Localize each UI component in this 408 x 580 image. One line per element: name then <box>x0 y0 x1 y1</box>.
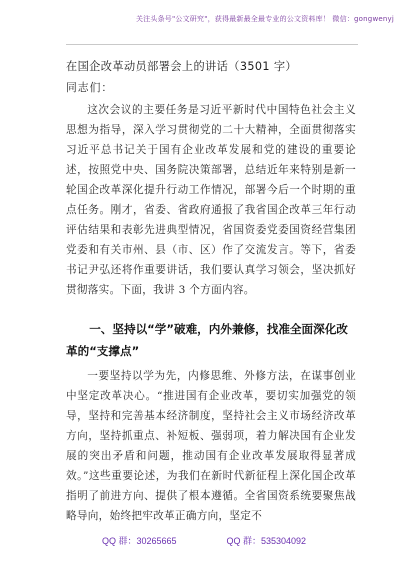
header-banner-text: 关注头条号"公文研究"，获得最新最全最专业的公文资料库！ 微信：gongwenyj <box>135 15 394 23</box>
salutation: 同志们： <box>66 81 114 94</box>
section-heading-1: 一、坚持以“学”破难，内外兼修，找准全面深化改革的“支撑点” <box>66 322 348 358</box>
footer-qq-group-2: QQ 群：535304092 <box>226 536 307 546</box>
footer-qq-groups <box>0 534 408 547</box>
footer-qq-group-1: QQ 群：30265665 <box>101 536 177 546</box>
body-paragraph-section-1: 一要坚持以学为先，内修思维、外修方法，在谋事创业中坚定改革决心。“推进国有企业改革，要切实加强党的领导，坚持和完善基本经济制度，坚持社会主义市场经济改革方向，坚持抓重点、补短板、强弱项，着力解决国有企业发展的突出矛盾和问题，推动国有企业改革发展取得显著成效。”这些重要论述，为我们在新时代新征程上深化国企改革指明了前进方向、提供了根本遵循。全省国资系统要聚焦战略导向，始终把牢改革正确方向，坚定不 <box>66 370 356 522</box>
body-paragraph-intro: 这次会议的主要任务是习近平新时代中国特色社会主义思想为指导，深入学习贯彻党的二十大精神，全面贯彻落实习近平总书记关于国有企业改革发展和党的建设的重要论述，按照党中央、国务院决策部署，总结近年来特别是新一轮国企改革深化提升行动工作情况，部署今后一个时期的重点任务。刚才，省委、省政府通报了我省国企改革三年行动评估结果和表彰先进典型情况，省国资委党委国资经营集团党委和有关市州、县（市、区）作了交流发言。等下，省委书记尹弘还将作重要讲话，我们要认真学习领会，坚决抓好贯彻落实。下面，我讲 3 个方面内容。 <box>66 104 356 296</box>
header-divider <box>66 44 358 45</box>
header-banner <box>0 0 408 38</box>
document-title: 在国企改革动员部署会上的讲话（3501 字） <box>66 60 298 73</box>
